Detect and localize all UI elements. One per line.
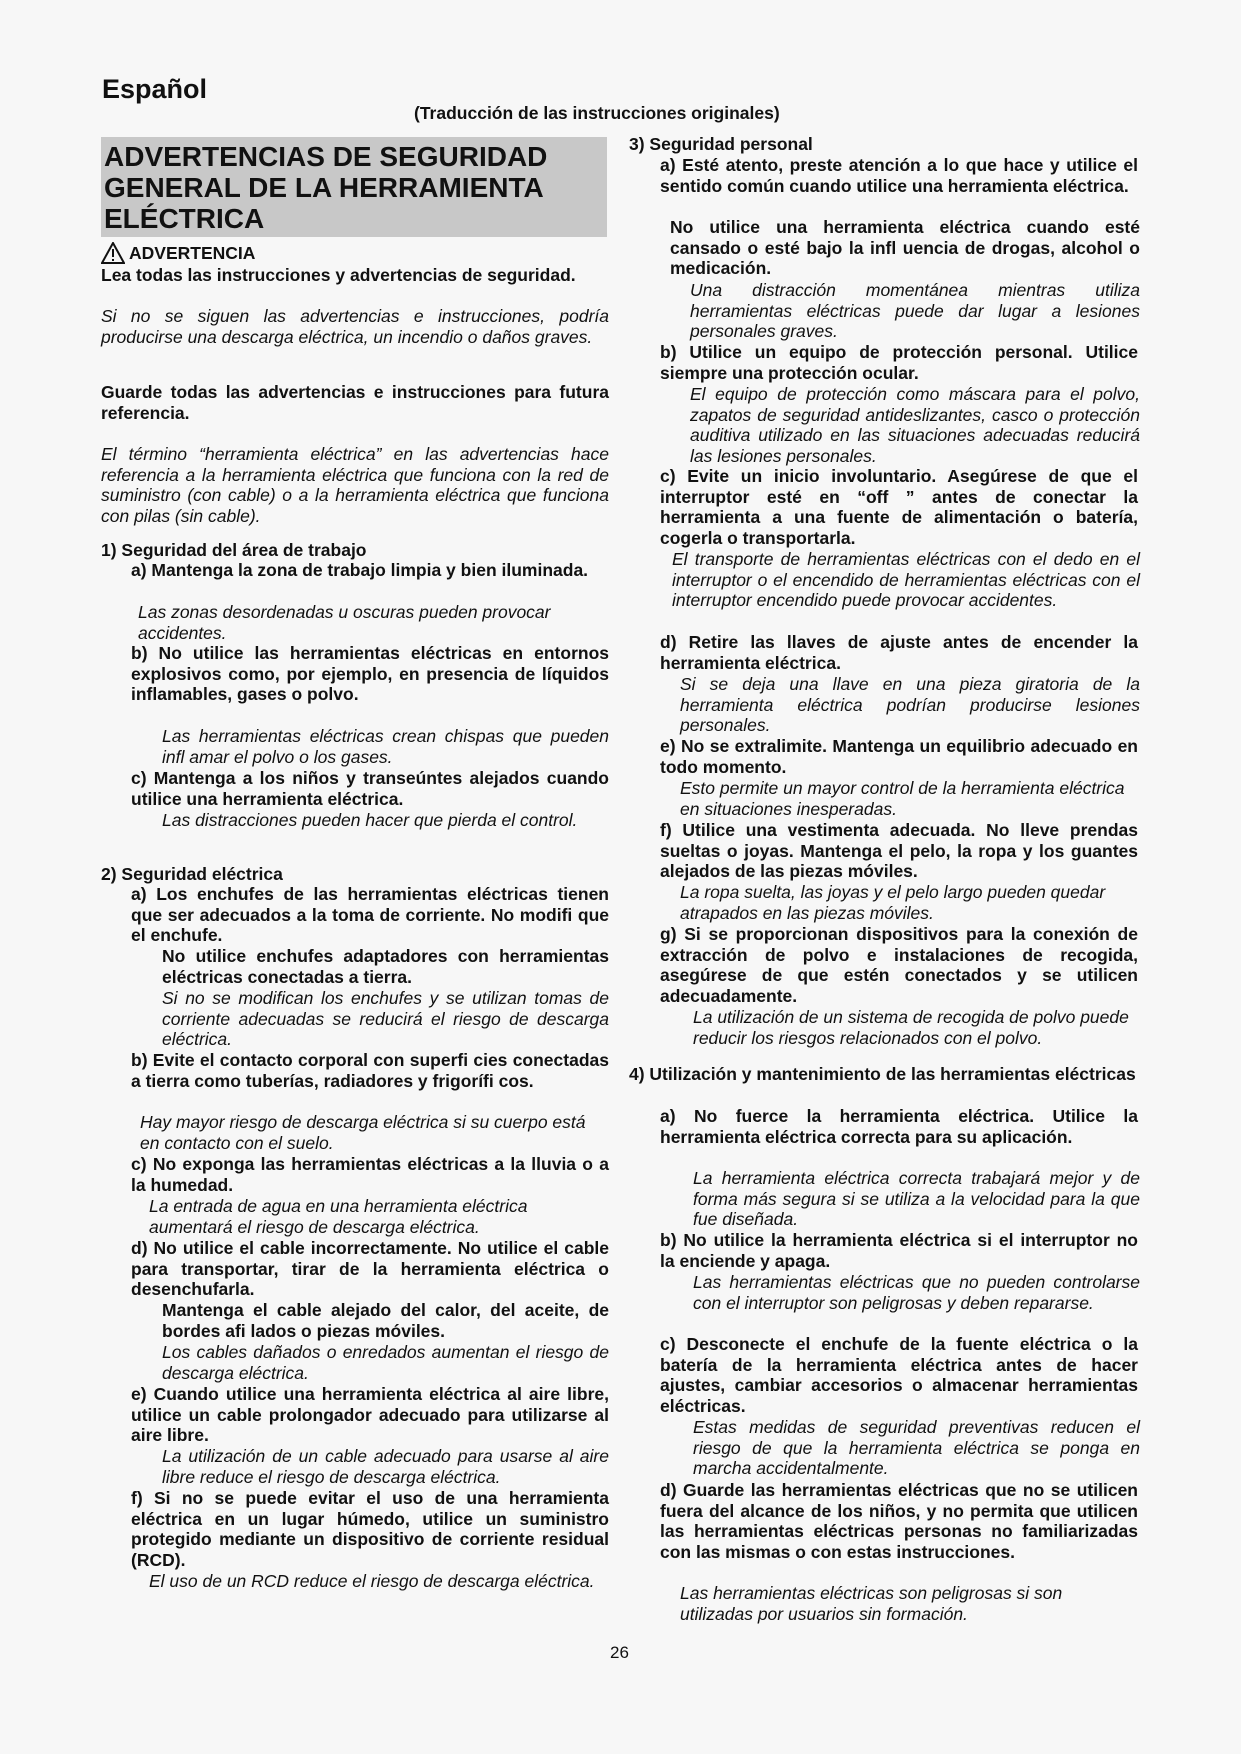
s3-f-bold: f) Utilice una vestimenta adecuada. No lleve prendas sueltas o joyas. Mantenga el pelo, la ropa y los guantes alejados de las piezas móviles. (660, 820, 1138, 881)
s3-f-italic: La ropa suelta, las joyas y el pelo largo pueden quedar atrapados en las piezas móviles. (680, 882, 1106, 923)
s4-heading: 4) Utilización y mantenimiento de las herramientas eléctricas (629, 1064, 1136, 1084)
s4-c-italic: Estas medidas de seguridad preventivas reducen el riesgo de que la herramienta eléctrica se ponga en marcha accidentalmente. (693, 1417, 1140, 1478)
s3-e-italic: Esto permite un mayor control de la herramienta eléctrica en situaciones inesperadas. (680, 778, 1125, 819)
s2-c-bold: c) No exponga las herramientas eléctricas a la lluvia o a la humedad. (131, 1154, 609, 1195)
s1-b-italic: Las herramientas eléctricas crean chispas que pueden infl amar el polvo o los gases. (162, 726, 609, 767)
s3-b-bold: b) Utilice un equipo de protección personal. Utilice siempre una protección ocular. (660, 342, 1138, 383)
warning-label: ADVERTENCIA (129, 242, 256, 263)
s3-a-italic: Una distracción momentánea mientras utiliza herramientas eléctricas puede dar lugar a lesiones personales graves. (690, 280, 1140, 341)
s4-b-bold: b) No utilice la herramienta eléctrica si el interruptor no la enciende y apaga. (660, 1230, 1138, 1271)
intro-italic-1: Si no se siguen las advertencias e instrucciones, podría producirse una descarga eléctrica, un incendio o daños graves. (101, 306, 609, 347)
s3-b-italic: El equipo de protección como máscara para el polvo, zapatos de seguridad antideslizantes, casco o protección auditiva utilizado en las situaciones adecuadas reducirá las lesiones personales. (690, 384, 1140, 466)
s2-b-italic: Hay mayor riesgo de descarga eléctrica si su cuerpo está en contacto con el suelo. (140, 1112, 586, 1153)
s2-e-bold: e) Cuando utilice una herramienta eléctrica al aire libre, utilice un cable prolongador adecuado para utilizarse al aire libre. (131, 1384, 609, 1445)
section-title: ADVERTENCIAS DE SEGURIDAD GENERAL DE LA HERRAMIENTA ELÉCTRICA (104, 141, 548, 234)
s3-d-italic: Si se deja una llave en una pieza giratoria de la herramienta eléctrica podrían producirse lesiones personales. (680, 674, 1140, 735)
s1-c-bold: c) Mantenga a los niños y transeúntes alejados cuando utilice una herramienta eléctrica. (131, 768, 609, 809)
s3-d-bold: d) Retire las llaves de ajuste antes de encender la herramienta eléctrica. (660, 632, 1138, 673)
s3-e-bold: e) No se extralimite. Mantenga un equilibrio adecuado en todo momento. (660, 736, 1138, 777)
s2-a-bold-2: No utilice enchufes adaptadores con herramientas eléctricas conectadas a tierra. (162, 946, 609, 987)
s4-b-italic: Las herramientas eléctricas que no pueden controlarse con el interruptor son peligrosas y deben repararse. (693, 1272, 1140, 1313)
s4-d-bold: d) Guarde las herramientas eléctricas que no se utilicen fuera del alcance de los niños, y no permita que utilicen las herramientas eléctricas personas no familiarizadas con las mismas o con estas instrucciones. (660, 1480, 1138, 1562)
s4-c-bold: c) Desconecte el enchufe de la fuente eléctrica o la batería de la herramienta eléctrica antes de hacer ajustes, cambiar accesorios o almacenar herramientas eléctricas. (660, 1334, 1138, 1416)
s3-heading: 3) Seguridad personal (629, 134, 813, 154)
s4-a-italic: La herramienta eléctrica correcta trabajará mejor y de forma más segura si se utiliza a la velocidad para la que fue diseñada. (693, 1168, 1140, 1229)
s2-d-bold-2: Mantenga el cable alejado del calor, del aceite, de bordes afi lados o piezas móviles. (162, 1300, 609, 1341)
s1-a-italic: Las zonas desordenadas u oscuras pueden provocar accidentes. (138, 602, 551, 643)
s3-g-bold: g) Si se proporcionan dispositivos para la conexión de extracción de polvo e instalaciones de recogida, asegúrese de que estén conectados y se utilicen adecuadamente. (660, 924, 1138, 1006)
s2-f-italic: El uso de un RCD reduce el riesgo de descarga eléctrica. (149, 1571, 595, 1591)
s2-b-bold: b) Evite el contacto corporal con superfi cies conectadas a tierra como tuberías, radiadores y frigorífi cos. (131, 1050, 609, 1091)
s3-c-italic: El transporte de herramientas eléctricas con el dedo en el interruptor o el encendido de herramientas eléctricas con el interruptor encendido puede provocar accidentes. (672, 549, 1140, 610)
s2-a-bold: a) Los enchufes de las herramientas eléctricas tienen que ser adecuados a la toma de corriente. No modifi que el enchufe. (131, 884, 609, 945)
intro-italic-2: El término “herramienta eléctrica” en las advertencias hace referencia a la herramienta eléctrica que funciona con la red de suministro (con cable) o a la herramienta eléctrica que funciona con pilas (sin cable). (101, 444, 609, 526)
intro-bold-2: Guarde todas las advertencias e instrucciones para futura referencia. (101, 382, 609, 423)
s2-d-italic: Los cables dañados o enredados aumentan el riesgo de descarga eléctrica. (162, 1342, 609, 1383)
warning-triangle-icon (101, 242, 125, 264)
page-number: 26 (610, 1643, 629, 1662)
s1-heading: 1) Seguridad del área de trabajo (101, 540, 367, 560)
intro-bold-1: Lea todas las instrucciones y advertencias de seguridad. (101, 265, 576, 285)
s2-e-italic: La utilización de un cable adecuado para usarse al aire libre reduce el riesgo de descarga eléctrica. (162, 1446, 609, 1487)
s3-a-bold: a) Esté atento, preste atención a lo que hace y utilice el sentido común cuando utilice una herramienta eléctrica. (660, 155, 1138, 196)
s2-heading: 2) Seguridad eléctrica (101, 864, 283, 884)
translation-subtitle: (Traducción de las instrucciones originales) (414, 103, 780, 123)
s1-c-italic: Las distracciones pueden hacer que pierda el control. (162, 810, 578, 830)
s1-b-bold: b) No utilice las herramientas eléctricas en entornos explosivos como, por ejemplo, en presencia de líquidos inflamables, gases o polvo. (131, 643, 609, 704)
s2-c-italic: La entrada de agua en una herramienta eléctrica aumentará el riesgo de descarga eléctrica. (149, 1196, 528, 1237)
s4-a-bold: a) No fuerce la herramienta eléctrica. Utilice la herramienta eléctrica correcta para su aplicación. (660, 1106, 1138, 1147)
s2-a-italic: Si no se modifican los enchufes y se utilizan tomas de corriente adecuadas se reducirá el riesgo de descarga eléctrica. (162, 988, 609, 1049)
s4-d-italic: Las herramientas eléctricas son peligrosas si son utilizadas por usuarios sin formación. (680, 1583, 1063, 1624)
s3-c-bold: c) Evite un inicio involuntario. Asegúrese de que el interruptor esté en “off ” antes de conectar la herramienta a una fuente de alimentación o batería, cogerla o transportarla. (660, 466, 1138, 548)
s2-f-bold: f) Si no se puede evitar el uso de una herramienta eléctrica en un lugar húmedo, utilice un suministro protegido mediante un dispositivo de corriente residual (RCD). (131, 1488, 609, 1570)
s1-a-bold: a) Mantenga la zona de trabajo limpia y bien iluminada. (131, 560, 589, 580)
language-heading: Español (102, 74, 208, 104)
s3-g-italic: La utilización de un sistema de recogida de polvo puede reducir los riesgos relacionados con el polvo. (693, 1007, 1129, 1048)
s3-a-bold-2: No utilice una herramienta eléctrica cuando esté cansado o esté bajo la infl uencia de drogas, alcohol o medicación. (670, 217, 1140, 278)
warning-row (101, 242, 255, 264)
s2-d-bold: d) No utilice el cable incorrectamente. No utilice el cable para transportar, tirar de la herramienta eléctrica o desenchufarla. (131, 1238, 609, 1299)
